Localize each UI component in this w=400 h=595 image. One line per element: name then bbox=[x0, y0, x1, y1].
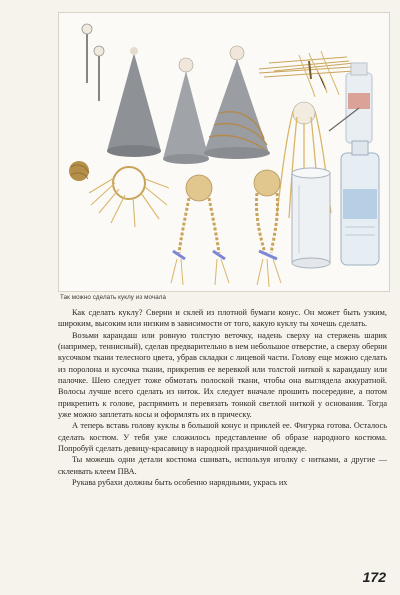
step-straw-bundle bbox=[259, 51, 355, 97]
paragraph: Как сделать куклу? Сверни и склей из плотной бумаги конус. Он может быть узким, широким, высоким или низким в зависимости от того, какую куклу ты хочешь сделать. bbox=[58, 308, 387, 329]
yarn-ball bbox=[69, 161, 89, 181]
paragraph: А теперь вставь голову куклы в большой конус и приклей ее. Фигурка готова. Осталось сделать костюм. У тебя уже сложилось представление об образе народного костюма. Попробуй сделать девицу-красавицу в народной праздничной одежде. bbox=[58, 421, 387, 454]
braided-doll-2 bbox=[254, 170, 281, 287]
step-cone-with-head bbox=[163, 58, 209, 164]
step-hair-fan bbox=[89, 167, 169, 227]
page-number: 172 bbox=[362, 569, 386, 585]
paragraph: Возьми карандаш или ровную толстую веточку, надень сверху на стержень шарик (например, теннисный), сделав предварительно в нем небольшое отверстие, а сверху оберни кусочком ткани телесного цвета, убрав складки с лицевой части. Голову еще можно сделать из поролона и кусочка ткани, прикрепив ее веревкой или толстой ниткой к карандашу или палочке. Шею следует тоже обмотать полоской ткани, чтобы она выглядела аккуратной. Волосы лучше всего сделать из ниток. Их следует вначале прошить посередине, а потом прикрепить к голове, распрямить и перевязать тонкой светлой ниткой у основания. Тогда уже можно заплетать косы и оформлять их в прическу. bbox=[58, 330, 387, 420]
step-stick-with-ball bbox=[82, 24, 104, 101]
step-paper-cone bbox=[107, 47, 161, 157]
paragraph: Рукава рубахи должны быть особенно нарядными, укрась их bbox=[72, 478, 288, 488]
figure-caption: Так можно сделать куклу из мочала bbox=[60, 294, 166, 301]
plastic-bottle bbox=[341, 141, 379, 265]
illustration-doll-making-steps bbox=[58, 12, 390, 292]
paper-tube bbox=[292, 168, 330, 268]
braided-doll-1 bbox=[171, 175, 229, 285]
step-bottle bbox=[346, 63, 372, 143]
step-cone-wrapped-twine bbox=[204, 46, 270, 159]
paragraph: Ты можешь одни детали костюма сшивать, используя иголку с нитками, а другие — склеивать клеем ПВА. bbox=[58, 455, 387, 476]
body-text bbox=[58, 307, 387, 489]
